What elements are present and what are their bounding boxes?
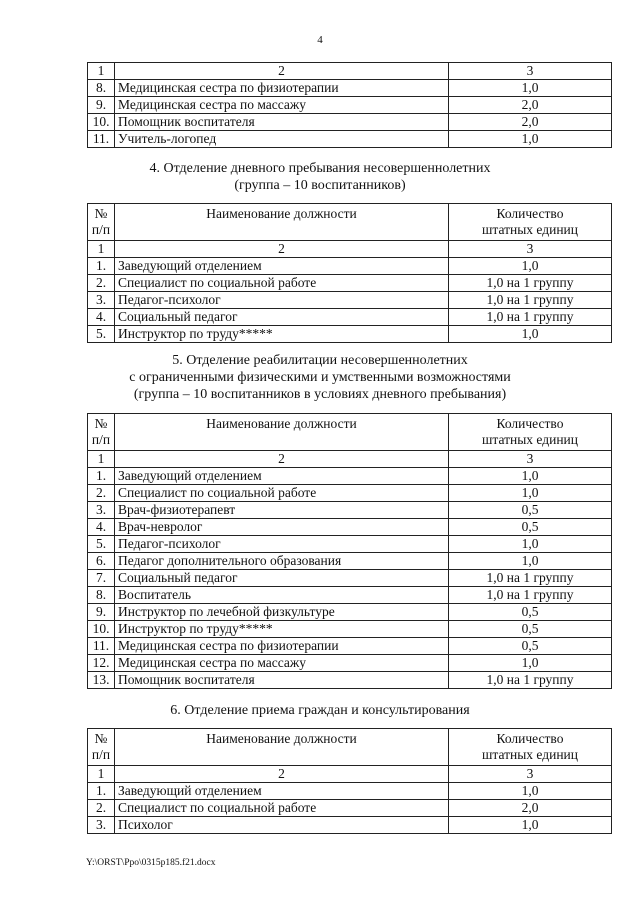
section4-staff-table bbox=[87, 203, 612, 343]
index-cell-3: 3 bbox=[449, 241, 612, 258]
position-name: Инструктор по лечебной физкультуре bbox=[115, 604, 449, 621]
table-index-row bbox=[88, 63, 612, 80]
position-name: Медицинская сестра по массажу bbox=[115, 655, 449, 672]
index-cell-1: 1 bbox=[88, 766, 115, 783]
page-number: 4 bbox=[317, 34, 323, 46]
section5-title-line2: с ограниченными физическими и умственными возможностями bbox=[129, 370, 511, 385]
position-name: Педагог-психолог bbox=[115, 292, 449, 309]
table-row bbox=[88, 536, 612, 553]
row-number: 3. bbox=[88, 502, 115, 519]
row-number: 3. bbox=[88, 817, 115, 834]
position-name: Помощник воспитателя bbox=[115, 672, 449, 689]
row-number: 5. bbox=[88, 326, 115, 343]
position-name: Врач-невролог bbox=[115, 519, 449, 536]
staff-quantity: 1,0 bbox=[449, 817, 612, 834]
staff-quantity: 1,0 bbox=[449, 655, 612, 672]
position-name: Педагог-психолог bbox=[115, 536, 449, 553]
table-row bbox=[88, 783, 612, 800]
row-number: 4. bbox=[88, 519, 115, 536]
section5-staff-table bbox=[87, 413, 612, 689]
staff-quantity: 0,5 bbox=[449, 604, 612, 621]
section4-title-line2: (группа – 10 воспитанников) bbox=[234, 178, 406, 193]
staff-quantity: 1,0 bbox=[449, 326, 612, 343]
header-name: Наименование должности bbox=[115, 204, 449, 241]
staff-quantity: 0,5 bbox=[449, 621, 612, 638]
table-row bbox=[88, 502, 612, 519]
row-number: 12. bbox=[88, 655, 115, 672]
header-qty: Количество штатных единиц bbox=[449, 729, 612, 766]
index-cell-3: 3 bbox=[449, 766, 612, 783]
table-row bbox=[88, 519, 612, 536]
table-row bbox=[88, 80, 612, 97]
table-index-row bbox=[88, 241, 612, 258]
header-num: № п/п bbox=[88, 729, 115, 766]
staff-quantity: 1,0 bbox=[449, 258, 612, 275]
table-row bbox=[88, 817, 612, 834]
header-qty: Количество штатных единиц bbox=[449, 414, 612, 451]
staff-quantity: 0,5 bbox=[449, 638, 612, 655]
index-cell-2: 2 bbox=[115, 241, 449, 258]
index-cell-1: 1 bbox=[88, 63, 115, 80]
row-number: 13. bbox=[88, 672, 115, 689]
row-number: 8. bbox=[88, 80, 115, 97]
position-name: Врач-физиотерапевт bbox=[115, 502, 449, 519]
table-header-row bbox=[88, 414, 612, 451]
staff-quantity: 1,0 на 1 группу bbox=[449, 292, 612, 309]
section4-title-line1: 4. Отделение дневного пребывания несовершеннолетних bbox=[149, 161, 491, 176]
position-name: Помощник воспитателя bbox=[115, 114, 449, 131]
index-cell-3: 3 bbox=[449, 451, 612, 468]
row-number: 9. bbox=[88, 97, 115, 114]
table-header-row bbox=[88, 204, 612, 241]
staff-quantity: 0,5 bbox=[449, 519, 612, 536]
section6-title-line1: 6. Отделение приема граждан и консультирования bbox=[170, 703, 470, 718]
position-name: Учитель-логопед bbox=[115, 131, 449, 148]
position-name: Медицинская сестра по физиотерапии bbox=[115, 80, 449, 97]
position-name: Медицинская сестра по физиотерапии bbox=[115, 638, 449, 655]
staff-quantity: 1,0 на 1 группу bbox=[449, 587, 612, 604]
table-row bbox=[88, 655, 612, 672]
row-number: 11. bbox=[88, 638, 115, 655]
staff-quantity: 1,0 на 1 группу bbox=[449, 570, 612, 587]
table-row bbox=[88, 468, 612, 485]
position-name: Инструктор по труду***** bbox=[115, 326, 449, 343]
staff-quantity: 1,0 на 1 группу bbox=[449, 275, 612, 292]
position-name: Психолог bbox=[115, 817, 449, 834]
table-row bbox=[88, 621, 612, 638]
position-name: Заведующий отделением bbox=[115, 258, 449, 275]
row-number: 2. bbox=[88, 485, 115, 502]
table-row bbox=[88, 587, 612, 604]
row-number: 2. bbox=[88, 800, 115, 817]
table-row bbox=[88, 258, 612, 275]
row-number: 6. bbox=[88, 553, 115, 570]
table-row bbox=[88, 553, 612, 570]
section5-title-line3: (группа – 10 воспитанников в условиях дневного пребывания) bbox=[133, 387, 507, 402]
table-row bbox=[88, 275, 612, 292]
header-num: № п/п bbox=[88, 204, 115, 241]
section5-title bbox=[0, 352, 640, 403]
row-number: 9. bbox=[88, 604, 115, 621]
staff-quantity: 2,0 bbox=[449, 97, 612, 114]
position-name: Социальный педагог bbox=[115, 570, 449, 587]
position-name: Специалист по социальной работе bbox=[115, 800, 449, 817]
table-row bbox=[88, 326, 612, 343]
position-name: Воспитатель bbox=[115, 587, 449, 604]
section6-staff-table bbox=[87, 728, 612, 834]
staff-quantity: 1,0 bbox=[449, 783, 612, 800]
section5-title-line1: 5. Отделение реабилитации несовершеннолетних bbox=[172, 353, 468, 368]
index-cell-2: 2 bbox=[115, 451, 449, 468]
index-cell-2: 2 bbox=[115, 63, 449, 80]
header-name: Наименование должности bbox=[115, 729, 449, 766]
index-cell-1: 1 bbox=[88, 241, 115, 258]
header-num: № п/п bbox=[88, 414, 115, 451]
position-name: Социальный педагог bbox=[115, 309, 449, 326]
position-name: Заведующий отделением bbox=[115, 468, 449, 485]
table-index-row bbox=[88, 451, 612, 468]
section6-title bbox=[0, 702, 640, 719]
row-number: 10. bbox=[88, 114, 115, 131]
staff-quantity: 1,0 на 1 группу bbox=[449, 672, 612, 689]
row-number: 1. bbox=[88, 258, 115, 275]
row-number: 8. bbox=[88, 587, 115, 604]
position-name: Специалист по социальной работе bbox=[115, 275, 449, 292]
position-name: Медицинская сестра по массажу bbox=[115, 97, 449, 114]
table-row bbox=[88, 131, 612, 148]
index-cell-2: 2 bbox=[115, 766, 449, 783]
staff-quantity: 1,0 bbox=[449, 131, 612, 148]
position-name: Педагог дополнительного образования bbox=[115, 553, 449, 570]
staff-quantity: 2,0 bbox=[449, 114, 612, 131]
row-number: 5. bbox=[88, 536, 115, 553]
row-number: 1. bbox=[88, 468, 115, 485]
row-number: 10. bbox=[88, 621, 115, 638]
staff-quantity: 0,5 bbox=[449, 502, 612, 519]
staff-quantity: 1,0 bbox=[449, 553, 612, 570]
table-row bbox=[88, 604, 612, 621]
row-number: 2. bbox=[88, 275, 115, 292]
staff-quantity: 1,0 bbox=[449, 536, 612, 553]
staff-quantity: 1,0 bbox=[449, 468, 612, 485]
table-row bbox=[88, 570, 612, 587]
staff-quantity: 1,0 bbox=[449, 485, 612, 502]
staff-quantity: 1,0 на 1 группу bbox=[449, 309, 612, 326]
footer-file-path: Y:\ORST\Ppo\0315p185.f21.docx bbox=[86, 858, 216, 868]
position-name: Заведующий отделением bbox=[115, 783, 449, 800]
table-row bbox=[88, 800, 612, 817]
row-number: 1. bbox=[88, 783, 115, 800]
section4-title bbox=[0, 160, 640, 194]
table-row bbox=[88, 309, 612, 326]
table-row bbox=[88, 638, 612, 655]
table-header-row bbox=[88, 729, 612, 766]
table-row bbox=[88, 485, 612, 502]
continued-staff-table bbox=[87, 62, 612, 148]
staff-quantity: 2,0 bbox=[449, 800, 612, 817]
table-index-row bbox=[88, 766, 612, 783]
position-name: Инструктор по труду***** bbox=[115, 621, 449, 638]
table-row bbox=[88, 292, 612, 309]
table-row bbox=[88, 97, 612, 114]
index-cell-1: 1 bbox=[88, 451, 115, 468]
index-cell-3: 3 bbox=[449, 63, 612, 80]
row-number: 7. bbox=[88, 570, 115, 587]
row-number: 11. bbox=[88, 131, 115, 148]
header-name: Наименование должности bbox=[115, 414, 449, 451]
position-name: Специалист по социальной работе bbox=[115, 485, 449, 502]
staff-quantity: 1,0 bbox=[449, 80, 612, 97]
table-row bbox=[88, 114, 612, 131]
row-number: 3. bbox=[88, 292, 115, 309]
header-qty: Количество штатных единиц bbox=[449, 204, 612, 241]
row-number: 4. bbox=[88, 309, 115, 326]
table-row bbox=[88, 672, 612, 689]
